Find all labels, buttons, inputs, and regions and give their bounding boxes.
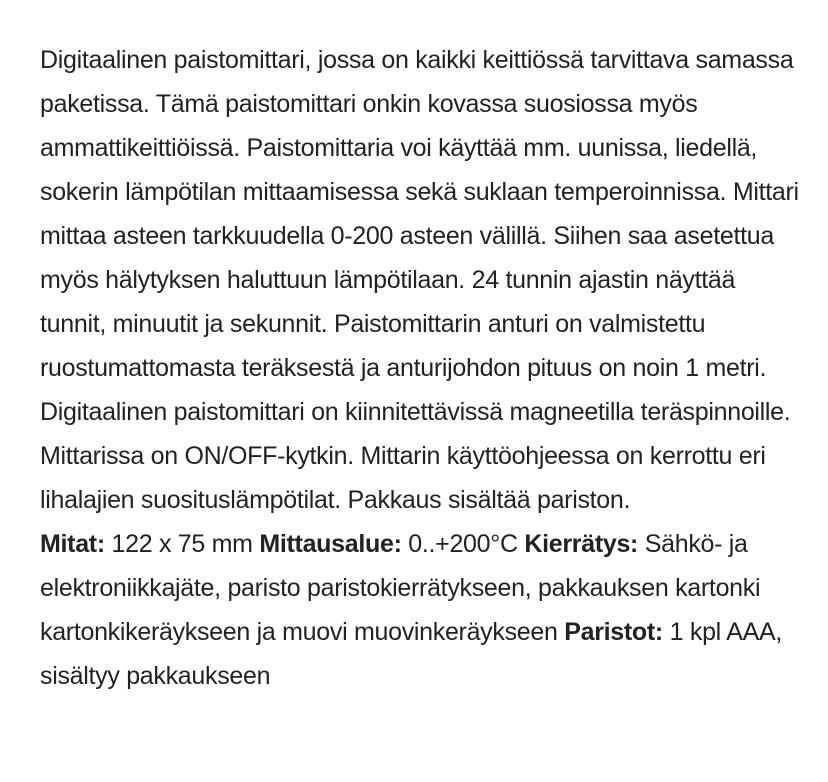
range-value: 0..+200°C [401,530,525,558]
recycling-label: Kierrätys: [524,530,639,558]
batteries-label: Paristot: [564,618,663,646]
description-paragraph: Digitaalinen paistomittari, jossa on kaikki keittiössä tarvittava samassa paketissa. Tämä paistomittari onkin kovassa suosiossa myös ammattikeittiöissä. Paistomittaria voi käyttää mm. uunissa, liedellä, sokerin lämpötilan mittaamisessa sekä suklaan temperoinnissa. Mittari mittaa asteen tarkkuudella 0-200 asteen välillä. Siihen saa asetettua myös hälytyksen haluttuun lämpötilaan. 24 tunnin ajastin näyttää tunnit, minuutit ja sekunnit. Paistomittarin anturi on valmistettu ruostumattomasta teräksestä ja anturijohdon pituus on noin 1 metri. Digitaalinen paistomittari on kiinnitettävissä magneetilla teräspinnoille. Mittarissa on ON/OFF-kytkin. Mittarin käyttöohjeessa on kerrottu eri lihalajien suosituslämpötilat. Pakkaus sisältää pariston. [40,46,799,514]
batteries-value: 1 kpl AAA, sisältyy pakkaukseen [40,618,782,690]
dimensions-label: Mitat: [40,530,105,558]
dimensions-value: 122 x 75 mm [104,530,260,558]
product-description [40,38,800,698]
product-specs [40,522,800,698]
recycling-value: Sähkö- ja elektroniikkajäte, paristo paristokierrätykseen, pakkauksen kartonki kartonkikeräykseen ja muovi muovinkeräykseen [40,530,761,646]
range-label: Mittausalue: [259,530,402,558]
